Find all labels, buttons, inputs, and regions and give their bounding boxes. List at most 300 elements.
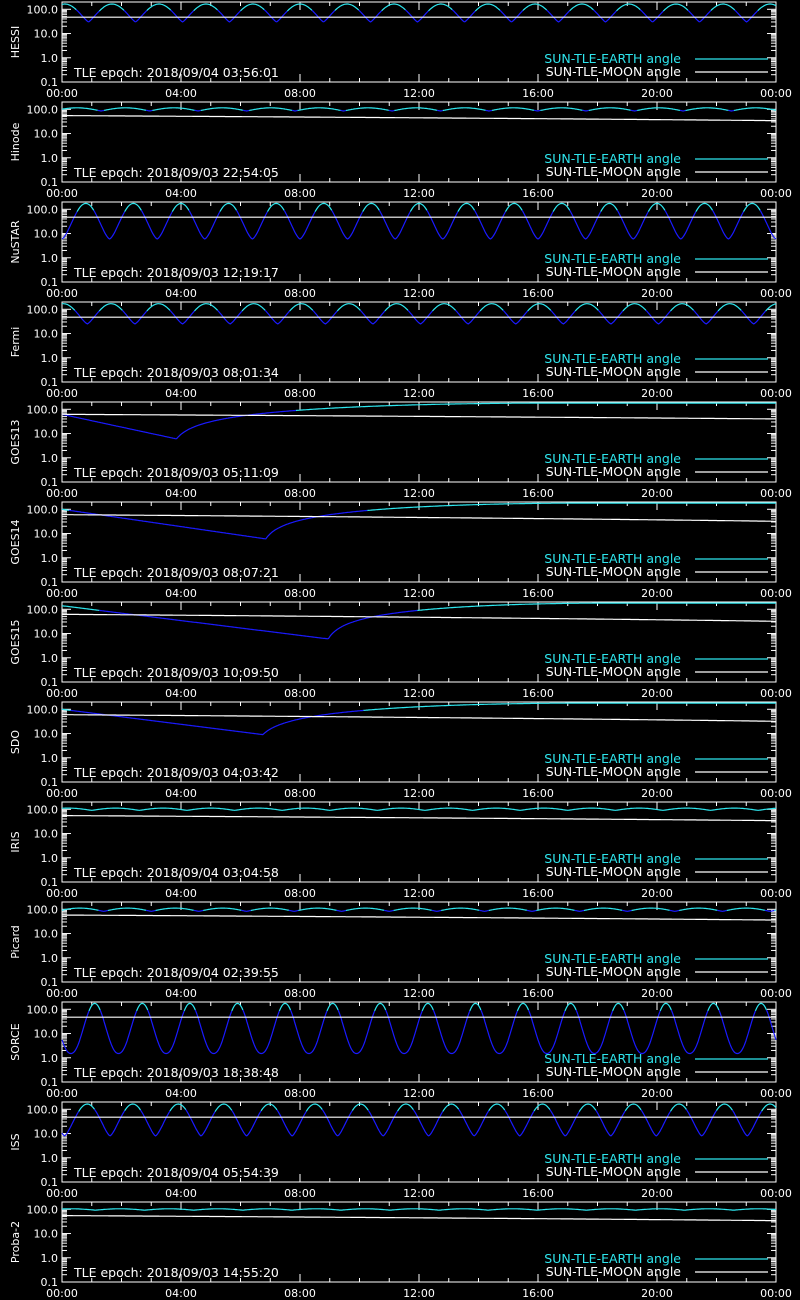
earth-angle-line: [433, 304, 456, 311]
y-tick-label: 1.0: [40, 351, 58, 365]
x-tick-label: 08:00: [284, 1287, 316, 1300]
earth-angle-line: [489, 1104, 505, 1111]
x-tick-label: 16:00: [522, 1187, 554, 1200]
y-tick-label: 1.0: [40, 851, 58, 865]
earth-angle-line: [671, 1010, 708, 1054]
y-axis-label: Fermi: [9, 326, 22, 358]
x-tick-label: 04:00: [165, 887, 197, 900]
earth-angle-line: [443, 1104, 459, 1111]
earth-angle-line: [141, 1110, 170, 1136]
panel-svg: [0, 600, 800, 700]
earth-angle-line: [665, 210, 696, 239]
earth-angle-line: [338, 1010, 375, 1054]
earth-angle-line: [594, 10, 617, 22]
earth-angle-line: [243, 110, 249, 111]
earth-angle-line: [375, 1003, 386, 1011]
y-tick-label: 100.0: [26, 203, 58, 217]
y-tick-label: 1.0: [40, 251, 58, 265]
earth-angle-line: [529, 1010, 566, 1054]
x-tick-label: 04:00: [165, 687, 197, 700]
y-tick-label: 100.0: [26, 3, 58, 17]
earth-angle-line: [384, 910, 394, 911]
earth-angle-line: [637, 108, 680, 111]
earth-angle-line: [489, 908, 527, 910]
satellite-panel-proba-2: [0, 1200, 800, 1300]
x-tick-label: 12:00: [403, 187, 435, 200]
earth-angle-line: [486, 110, 492, 111]
panel-svg: [0, 1100, 800, 1200]
x-tick-label: 12:00: [403, 287, 435, 300]
panel-svg: [0, 800, 800, 900]
legend-earth-label: SUN-TLE-EARTH angle: [544, 351, 681, 366]
earth-angle-line: [534, 110, 540, 111]
earth-angle-line: [241, 4, 265, 11]
earth-angle-line: [480, 304, 503, 311]
earth-angle-line: [394, 908, 432, 910]
tle-epoch-label: TLE epoch: 2018/09/03 08:01:34: [74, 365, 279, 380]
y-tick-label: 0.1: [40, 76, 58, 89]
tle-epoch-label: TLE epoch: 2018/09/03 22:54:05: [74, 165, 279, 180]
x-tick-label: 16:00: [522, 887, 554, 900]
y-tick-label: 10.0: [33, 927, 58, 941]
earth-angle-line: [94, 210, 125, 239]
y-tick-label: 0.1: [40, 476, 58, 489]
y-axis-label: Hinode: [9, 122, 22, 162]
y-tick-label: 100.0: [26, 603, 58, 617]
earth-angle-line: [679, 908, 717, 910]
earth-angle-line: [575, 304, 598, 311]
earth-angle-line: [576, 1010, 613, 1054]
earth-angle-line: [125, 1104, 141, 1111]
x-tick-label: 20:00: [641, 1187, 673, 1200]
earth-angle-line: [596, 1110, 625, 1136]
y-tick-label: 0.1: [40, 976, 58, 989]
earth-angle-line: [359, 10, 382, 22]
x-tick-label: 00:00: [760, 287, 792, 300]
x-tick-label: 20:00: [641, 987, 673, 1000]
tle-epoch-label: TLE epoch: 2018/09/03 08:07:21: [74, 565, 279, 580]
tle-epoch-label: TLE epoch: 2018/09/03 04:03:42: [74, 765, 279, 780]
x-tick-label: 00:00: [46, 187, 78, 200]
moon-angle-line: [62, 1216, 776, 1221]
earth-angle-line: [517, 1003, 528, 1011]
earth-angle-line: [641, 1110, 670, 1136]
x-tick-label: 04:00: [165, 987, 197, 1000]
y-axis-label: HESSI: [9, 25, 22, 59]
earth-angle-line: [617, 4, 641, 11]
earth-angle-line: [624, 1010, 661, 1054]
earth-angle-line: [194, 4, 218, 11]
x-tick-label: 04:00: [165, 87, 197, 100]
x-tick-label: 04:00: [165, 1287, 197, 1300]
earth-angle-line: [492, 108, 534, 111]
x-tick-label: 08:00: [284, 87, 316, 100]
y-tick-label: 1.0: [40, 751, 58, 765]
y-tick-label: 100.0: [26, 303, 58, 317]
earth-angle-line: [427, 210, 458, 239]
earth-angle-line: [251, 908, 289, 910]
y-tick-label: 1.0: [40, 51, 58, 65]
earth-angle-line: [708, 1003, 719, 1011]
earth-angle-line: [148, 1010, 185, 1054]
panel-svg: [0, 400, 800, 500]
earth-angle-line: [146, 910, 156, 911]
y-tick-label: 0.1: [40, 276, 58, 289]
earth-angle-line: [201, 108, 243, 111]
earth-angle-line: [680, 110, 686, 111]
earth-angle-line: [766, 304, 776, 311]
x-tick-label: 00:00: [760, 1287, 792, 1300]
y-tick-label: 1.0: [40, 651, 58, 665]
satellite-panel-hinode: [0, 100, 800, 200]
legend-moon-label: SUN-TLE-MOON angle: [545, 864, 681, 879]
earth-angle-line: [352, 1104, 368, 1111]
earth-angle-line: [437, 110, 443, 111]
x-tick-label: 00:00: [46, 287, 78, 300]
satellite-panel-iss: [0, 1100, 800, 1200]
x-tick-label: 20:00: [641, 687, 673, 700]
earth-angle-line: [663, 4, 688, 11]
x-tick-label: 20:00: [641, 787, 673, 800]
tle-epoch-label: TLE epoch: 2018/09/04 05:54:39: [74, 1165, 279, 1180]
earth-angle-line: [364, 703, 777, 710]
earth-angle-line: [617, 210, 648, 239]
earth-angle-line: [241, 910, 251, 911]
y-tick-label: 100.0: [26, 1103, 58, 1117]
earth-angle-line: [417, 603, 776, 610]
y-tick-label: 10.0: [33, 1027, 58, 1041]
moon-angle-line: [62, 414, 776, 419]
earth-angle-line: [312, 10, 335, 21]
earth-angle-line: [100, 1010, 137, 1054]
x-tick-label: 00:00: [46, 687, 78, 700]
y-tick-label: 1.0: [40, 1051, 58, 1065]
x-tick-label: 00:00: [46, 587, 78, 600]
earth-angle-line: [99, 910, 109, 911]
x-tick-label: 00:00: [760, 387, 792, 400]
x-tick-label: 00:00: [46, 1087, 78, 1100]
earth-angle-line: [389, 110, 395, 111]
moon-angle-line: [62, 816, 776, 821]
satellite-panel-sorce: [0, 1000, 800, 1100]
satellite-panel-nustar: [0, 200, 800, 300]
legend-earth-label: SUN-TLE-EARTH angle: [544, 651, 681, 666]
x-tick-label: 16:00: [522, 587, 554, 600]
x-tick-label: 16:00: [522, 87, 554, 100]
earth-angle-line: [108, 908, 146, 910]
earth-angle-line: [232, 1110, 261, 1136]
earth-angle-line: [582, 110, 588, 111]
earth-angle-line: [327, 1003, 338, 1011]
tle-epoch-label: TLE epoch: 2018/09/03 12:19:17: [74, 265, 279, 280]
x-tick-label: 20:00: [641, 1287, 673, 1300]
earth-angle-line: [291, 1010, 328, 1054]
earth-angle-line: [553, 203, 570, 211]
moon-angle-line: [62, 116, 776, 121]
earth-angle-line: [296, 403, 776, 410]
moon-angle-line: [62, 915, 776, 920]
x-tick-label: 00:00: [46, 887, 78, 900]
x-tick-label: 00:00: [46, 387, 78, 400]
earth-angle-line: [99, 304, 122, 311]
x-tick-label: 16:00: [522, 187, 554, 200]
earth-angle-line: [540, 108, 582, 111]
earth-angle-line: [536, 908, 574, 910]
earth-angle-line: [589, 108, 631, 111]
y-tick-label: 10.0: [33, 327, 58, 341]
moon-angle-line: [62, 614, 776, 621]
earth-angle-line: [671, 304, 694, 311]
legend-moon-label: SUN-TLE-MOON angle: [545, 264, 681, 279]
y-tick-label: 10.0: [33, 27, 58, 41]
x-tick-label: 12:00: [403, 987, 435, 1000]
y-tick-label: 0.1: [40, 1076, 58, 1089]
x-tick-label: 04:00: [165, 587, 197, 600]
y-axis-label: Picard: [9, 925, 22, 959]
y-tick-label: 0.1: [40, 176, 58, 189]
earth-angle-line: [713, 210, 744, 239]
y-axis-label: GOES14: [9, 519, 22, 565]
x-tick-label: 08:00: [284, 687, 316, 700]
legend-moon-label: SUN-TLE-MOON angle: [545, 1264, 681, 1279]
x-tick-label: 00:00: [760, 1187, 792, 1200]
x-tick-label: 20:00: [641, 87, 673, 100]
earth-angle-line: [727, 908, 765, 910]
earth-angle-line: [696, 203, 713, 211]
legend-earth-label: SUN-TLE-EARTH angle: [544, 951, 681, 966]
y-tick-label: 0.1: [40, 876, 58, 889]
y-tick-label: 10.0: [33, 627, 58, 641]
earth-angle-line: [292, 110, 298, 111]
earth-angle-line: [481, 1010, 518, 1054]
y-tick-label: 1.0: [40, 1251, 58, 1265]
y-tick-label: 10.0: [33, 127, 58, 141]
y-tick-label: 10.0: [33, 227, 58, 241]
legend-earth-label: SUN-TLE-EARTH angle: [544, 51, 681, 66]
legend-moon-label: SUN-TLE-MOON angle: [545, 764, 681, 779]
satellite-panel-picard: [0, 900, 800, 1000]
earth-angle-line: [156, 908, 194, 910]
earth-angle-line: [152, 108, 194, 111]
x-tick-label: 00:00: [760, 87, 792, 100]
earth-angle-line: [62, 908, 99, 910]
x-tick-label: 00:00: [46, 87, 78, 100]
y-tick-label: 0.1: [40, 376, 58, 389]
earth-angle-line: [601, 203, 618, 211]
earth-angle-line: [433, 1010, 470, 1054]
satellite-panel-iris: [0, 800, 800, 900]
earth-angle-line: [394, 108, 437, 111]
x-tick-label: 08:00: [284, 187, 316, 200]
earth-angle-line: [422, 1003, 433, 1011]
earth-angle-line: [242, 304, 265, 311]
tle-epoch-label: TLE epoch: 2018/09/04 02:39:55: [74, 965, 279, 980]
x-tick-label: 00:00: [46, 787, 78, 800]
x-tick-label: 08:00: [284, 1087, 316, 1100]
y-tick-label: 100.0: [26, 103, 58, 117]
earth-angle-line: [195, 1010, 232, 1054]
y-tick-label: 100.0: [26, 903, 58, 917]
legend-earth-label: SUN-TLE-EARTH angle: [544, 851, 681, 866]
y-tick-label: 0.1: [40, 776, 58, 789]
y-tick-label: 1.0: [40, 951, 58, 965]
earth-angle-line: [735, 10, 758, 22]
legend-moon-label: SUN-TLE-MOON angle: [545, 364, 681, 379]
earth-angle-line: [547, 10, 570, 22]
x-tick-label: 20:00: [641, 587, 673, 600]
earth-angle-line: [306, 1104, 322, 1111]
earth-angle-line: [346, 108, 389, 111]
earth-angle-line: [717, 1104, 733, 1111]
earth-angle-line: [500, 10, 523, 21]
earth-angle-line: [346, 908, 384, 910]
earth-angle-line: [124, 10, 147, 21]
earth-angle-line: [755, 1003, 766, 1011]
y-tick-label: 100.0: [26, 803, 58, 817]
earth-angle-line: [379, 210, 410, 239]
earth-angle-line: [728, 110, 734, 111]
earth-angle-line: [523, 4, 547, 11]
earth-angle-line: [171, 10, 194, 22]
panel-svg: [0, 1200, 800, 1300]
earth-angle-line: [398, 1104, 414, 1111]
legend-moon-label: SUN-TLE-MOON angle: [545, 664, 681, 679]
x-tick-label: 16:00: [522, 487, 554, 500]
legend-earth-label: SUN-TLE-EARTH angle: [544, 1251, 681, 1266]
x-tick-label: 12:00: [403, 887, 435, 900]
x-tick-label: 16:00: [522, 1287, 554, 1300]
x-tick-label: 20:00: [641, 487, 673, 500]
earth-angle-line: [277, 1110, 306, 1136]
earth-angle-line: [341, 110, 347, 111]
y-axis-label: IRIS: [9, 831, 22, 853]
x-tick-label: 00:00: [760, 787, 792, 800]
earth-angle-line: [298, 908, 336, 910]
y-axis-label: GOES13: [9, 419, 22, 465]
earth-angle-line: [613, 1003, 624, 1011]
earth-angle-line: [671, 1104, 687, 1111]
y-tick-label: 10.0: [33, 427, 58, 441]
x-tick-label: 16:00: [522, 787, 554, 800]
earth-angle-line: [71, 710, 364, 734]
earth-angle-line: [688, 10, 711, 21]
y-axis-label: NuSTAR: [9, 220, 22, 264]
earth-angle-line: [670, 910, 680, 911]
y-tick-label: 0.1: [40, 576, 58, 589]
legend-earth-label: SUN-TLE-EARTH angle: [544, 151, 681, 166]
earth-angle-line: [77, 203, 94, 211]
earth-angle-line: [368, 1110, 397, 1136]
x-tick-label: 04:00: [165, 387, 197, 400]
earth-angle-line: [315, 203, 332, 211]
earth-angle-line: [452, 10, 475, 22]
x-tick-label: 04:00: [165, 187, 197, 200]
earth-angle-line: [632, 908, 670, 910]
y-axis-label: GOES15: [9, 619, 22, 665]
x-tick-label: 04:00: [165, 787, 197, 800]
earth-angle-line: [203, 908, 241, 910]
y-tick-label: 10.0: [33, 527, 58, 541]
earth-angle-line: [279, 1003, 290, 1011]
x-tick-label: 20:00: [641, 287, 673, 300]
earth-angle-line: [443, 108, 486, 111]
moon-angle-line: [62, 715, 776, 722]
earth-angle-line: [550, 1110, 579, 1136]
earth-angle-line: [575, 910, 585, 911]
tle-epoch-label: TLE epoch: 2018/09/03 10:09:50: [74, 665, 279, 680]
x-tick-label: 12:00: [403, 1187, 435, 1200]
panel-svg: [0, 500, 800, 600]
earth-angle-line: [125, 203, 142, 211]
earth-angle-line: [584, 908, 622, 910]
earth-angle-line: [475, 210, 506, 239]
earth-angle-line: [195, 304, 218, 311]
x-tick-label: 12:00: [403, 787, 435, 800]
x-tick-label: 16:00: [522, 987, 554, 1000]
earth-angle-line: [99, 4, 124, 11]
legend-moon-label: SUN-TLE-MOON angle: [545, 1164, 681, 1179]
earth-angle-line: [470, 1003, 481, 1011]
y-tick-label: 1.0: [40, 451, 58, 465]
x-tick-label: 00:00: [46, 1187, 78, 1200]
x-tick-label: 12:00: [403, 587, 435, 600]
earth-angle-line: [734, 108, 776, 111]
x-tick-label: 20:00: [641, 387, 673, 400]
x-tick-label: 08:00: [284, 1187, 316, 1200]
legend-moon-label: SUN-TLE-MOON angle: [545, 964, 681, 979]
earth-angle-line: [686, 108, 729, 111]
earth-angle-line: [459, 1109, 489, 1135]
x-tick-label: 08:00: [284, 587, 316, 600]
x-tick-label: 20:00: [641, 887, 673, 900]
earth-angle-line: [432, 910, 442, 911]
earth-angle-line: [534, 1104, 550, 1111]
y-tick-label: 1.0: [40, 551, 58, 565]
x-tick-label: 16:00: [522, 287, 554, 300]
x-tick-label: 04:00: [165, 487, 197, 500]
earth-angle-line: [719, 1010, 756, 1054]
earth-angle-line: [186, 1110, 215, 1136]
x-tick-label: 12:00: [403, 487, 435, 500]
tle-epoch-label: TLE epoch: 2018/09/04 03:04:58: [74, 865, 279, 880]
x-tick-label: 08:00: [284, 487, 316, 500]
earth-angle-line: [184, 1003, 195, 1011]
x-tick-label: 00:00: [760, 187, 792, 200]
x-tick-label: 12:00: [403, 87, 435, 100]
earth-angle-line: [717, 910, 727, 911]
x-tick-label: 08:00: [284, 987, 316, 1000]
x-tick-label: 08:00: [284, 787, 316, 800]
earth-angle-line: [264, 10, 287, 22]
earth-angle-line: [528, 304, 551, 311]
satellite-panel-hessi: [0, 0, 800, 100]
x-tick-label: 12:00: [403, 1287, 435, 1300]
earth-angle-line: [298, 108, 341, 111]
x-tick-label: 00:00: [760, 687, 792, 700]
y-tick-label: 10.0: [33, 1227, 58, 1241]
x-tick-label: 04:00: [165, 1087, 197, 1100]
x-tick-label: 00:00: [760, 987, 792, 1000]
earth-angle-line: [441, 908, 479, 910]
x-tick-label: 16:00: [522, 687, 554, 700]
x-tick-label: 00:00: [46, 487, 78, 500]
earth-angle-line: [322, 1110, 352, 1136]
earth-angle-line: [220, 203, 237, 211]
panel-svg: [0, 200, 800, 300]
earth-angle-line: [170, 1104, 186, 1111]
legend-moon-label: SUN-TLE-MOON angle: [545, 64, 681, 79]
earth-angle-line: [89, 1003, 100, 1011]
